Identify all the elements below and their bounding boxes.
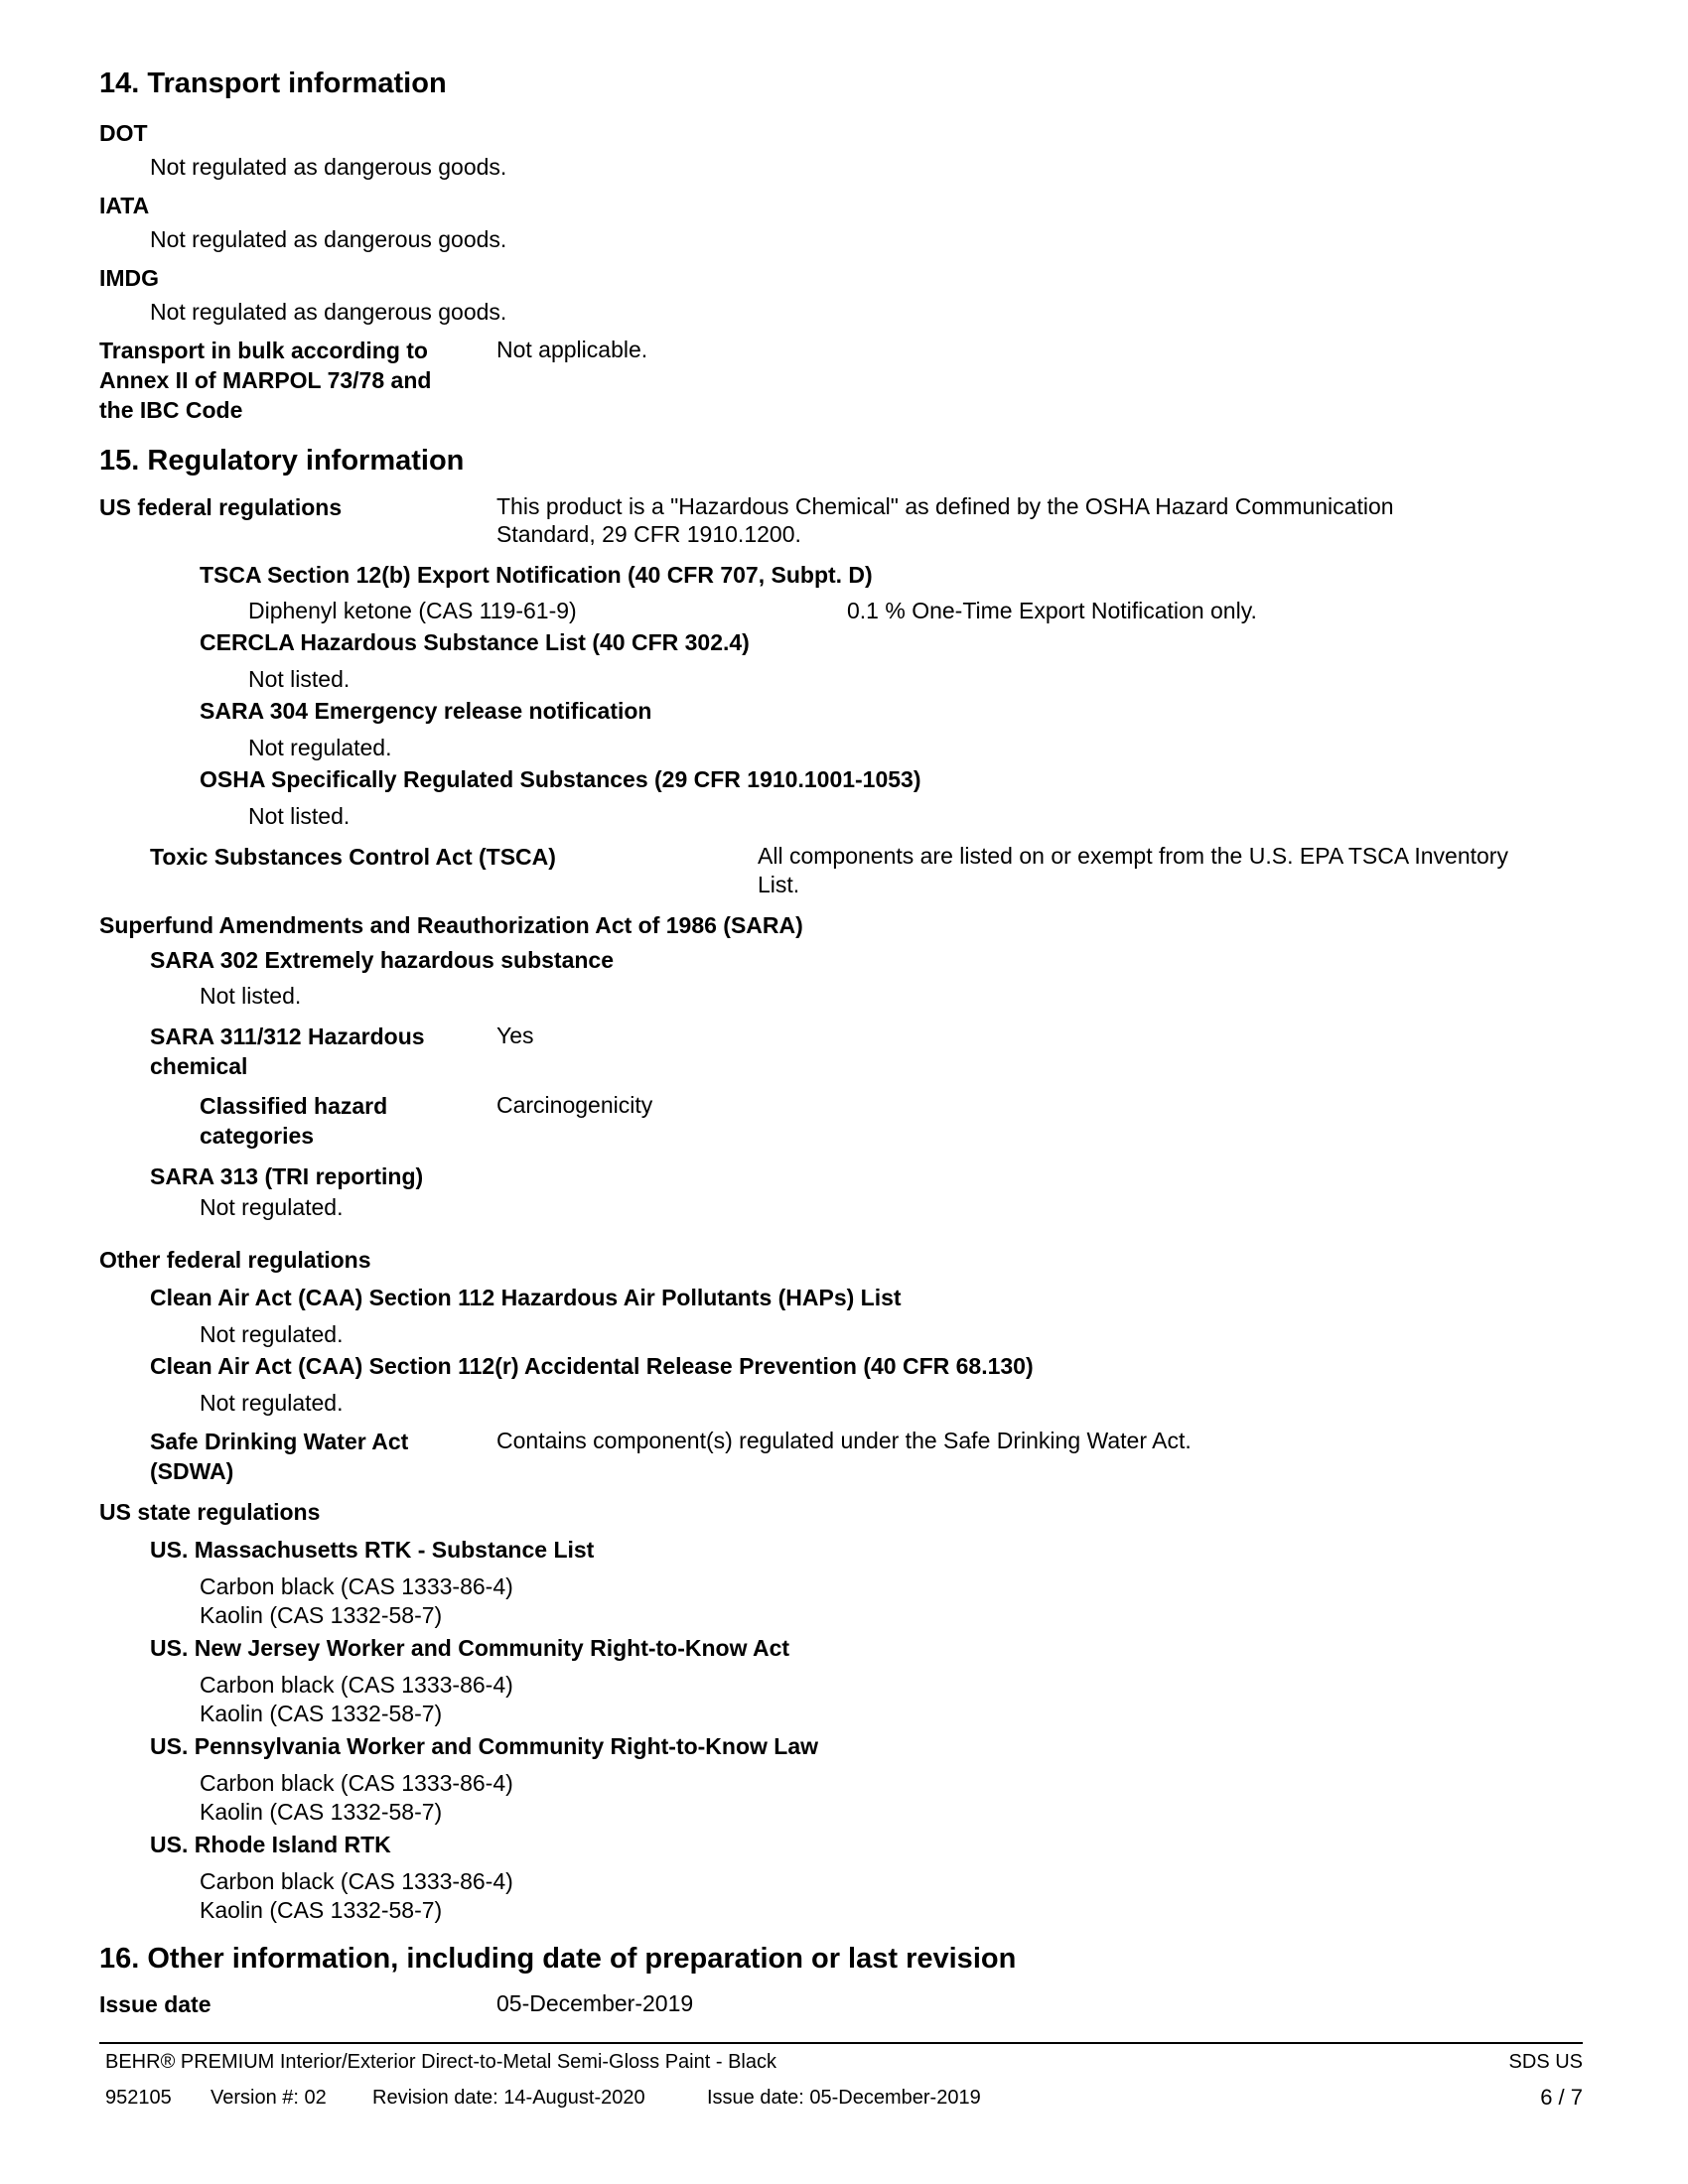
us-state-title: US state regulations [99,1499,321,1525]
state-list-title: US. New Jersey Worker and Community Right-to-Know Act [150,1635,790,1661]
state-list-item: Kaolin (CAS 1332-58-7) [200,1701,443,1726]
state-list-item: Kaolin (CAS 1332-58-7) [200,1897,443,1923]
section-15-heading: 15. Regulatory information [99,445,465,477]
sara-title: Superfund Amendments and Reauthorization Act of 1986 (SARA) [99,912,803,938]
footer-page-number: 6 / 7 [1540,2085,1583,2110]
section-14-heading: 14. Transport information [99,68,447,99]
sara-302-value: Not listed. [200,983,302,1009]
bulk-label-line-2: Annex II of MARPOL 73/78 and [99,367,432,393]
us-federal-label: US federal regulations [99,494,343,520]
classified-hazard-label-line-1: Classified hazard [200,1093,388,1119]
state-list-item: Carbon black (CAS 1333-86-4) [200,1770,513,1796]
tsca-12b-item: Diphenyl ketone (CAS 119-61-9) [248,598,577,623]
sara-304-title: SARA 304 Emergency release notification [200,698,652,724]
sara-313-title: SARA 313 (TRI reporting) [150,1163,424,1189]
classified-hazard-value: Carcinogenicity [496,1092,653,1118]
iata-value: Not regulated as dangerous goods. [150,226,507,252]
bulk-value: Not applicable. [496,337,648,362]
cercla-value: Not listed. [248,666,351,692]
section-16-heading: 16. Other information, including date of preparation or last revision [99,1943,1017,1975]
state-list-title: US. Massachusetts RTK - Substance List [150,1537,595,1563]
caa-112r-title: Clean Air Act (CAA) Section 112(r) Accidental Release Prevention (40 CFR 68.130) [150,1353,1034,1379]
iata-label: IATA [99,193,150,218]
sara-311-value: Yes [496,1023,534,1048]
footer-version: Version #: 02 [211,2087,327,2109]
classified-hazard-label-line-2: categories [200,1123,315,1149]
us-federal-value-line-2: Standard, 29 CFR 1910.1200. [496,521,801,547]
dot-value: Not regulated as dangerous goods. [150,154,507,180]
footer-rule [99,2042,1583,2044]
tsca-value-line-1: All components are listed on or exempt from the U.S. EPA TSCA Inventory [758,843,1508,869]
tsca-12b-item-value: 0.1 % One-Time Export Notification only. [847,598,1257,623]
sdwa-label-line-2: (SDWA) [150,1458,234,1484]
tsca-12b-title: TSCA Section 12(b) Export Notification (40 CFR 707, Subpt. D) [200,562,873,588]
imdg-value: Not regulated as dangerous goods. [150,299,507,325]
sara-311-label-line-1: SARA 311/312 Hazardous [150,1024,425,1049]
footer-doc-type: SDS US [1508,2051,1583,2073]
footer-revision-date: Revision date: 14-August-2020 [372,2087,645,2109]
osha-value: Not listed. [248,803,351,829]
us-federal-value-line-1: This product is a "Hazardous Chemical" as defined by the OSHA Hazard Communication [496,493,1394,519]
state-list-item: Carbon black (CAS 1333-86-4) [200,1672,513,1698]
state-list-item: Kaolin (CAS 1332-58-7) [200,1799,443,1825]
sara-302-title: SARA 302 Extremely hazardous substance [150,947,614,973]
sara-304-value: Not regulated. [248,735,392,760]
state-list-title: US. Pennsylvania Worker and Community Right-to-Know Law [150,1733,819,1759]
caa-112-value: Not regulated. [200,1321,344,1347]
footer-product-name: BEHR® PREMIUM Interior/Exterior Direct-to-Metal Semi-Gloss Paint - Black [105,2051,776,2073]
tsca-value-line-2: List. [758,872,800,897]
issue-date-value: 05-December-2019 [496,1990,694,2016]
state-list-item: Carbon black (CAS 1333-86-4) [200,1573,513,1599]
dot-label: DOT [99,120,148,146]
imdg-label: IMDG [99,265,160,291]
state-list-item: Kaolin (CAS 1332-58-7) [200,1602,443,1628]
state-list-item: Carbon black (CAS 1333-86-4) [200,1868,513,1894]
cercla-title: CERCLA Hazardous Substance List (40 CFR 302.4) [200,629,750,655]
other-federal-title: Other federal regulations [99,1247,371,1273]
caa-112-title: Clean Air Act (CAA) Section 112 Hazardous Air Pollutants (HAPs) List [150,1285,902,1310]
bulk-label-line-3: the IBC Code [99,397,243,423]
footer-product-code: 952105 [105,2087,172,2109]
sdwa-value: Contains component(s) regulated under the Safe Drinking Water Act. [496,1428,1192,1453]
tsca-label: Toxic Substances Control Act (TSCA) [150,844,556,870]
sara-313-value: Not regulated. [200,1194,344,1220]
osha-title: OSHA Specifically Regulated Substances (29 CFR 1910.1001-1053) [200,766,921,792]
issue-date-label: Issue date [99,1991,211,2017]
bulk-label-line-1: Transport in bulk according to [99,338,428,363]
sdwa-label-line-1: Safe Drinking Water Act [150,1429,409,1454]
state-list-title: US. Rhode Island RTK [150,1832,391,1857]
caa-112r-value: Not regulated. [200,1390,344,1416]
footer-issue-date: Issue date: 05-December-2019 [707,2087,981,2109]
sara-311-label-line-2: chemical [150,1053,248,1079]
